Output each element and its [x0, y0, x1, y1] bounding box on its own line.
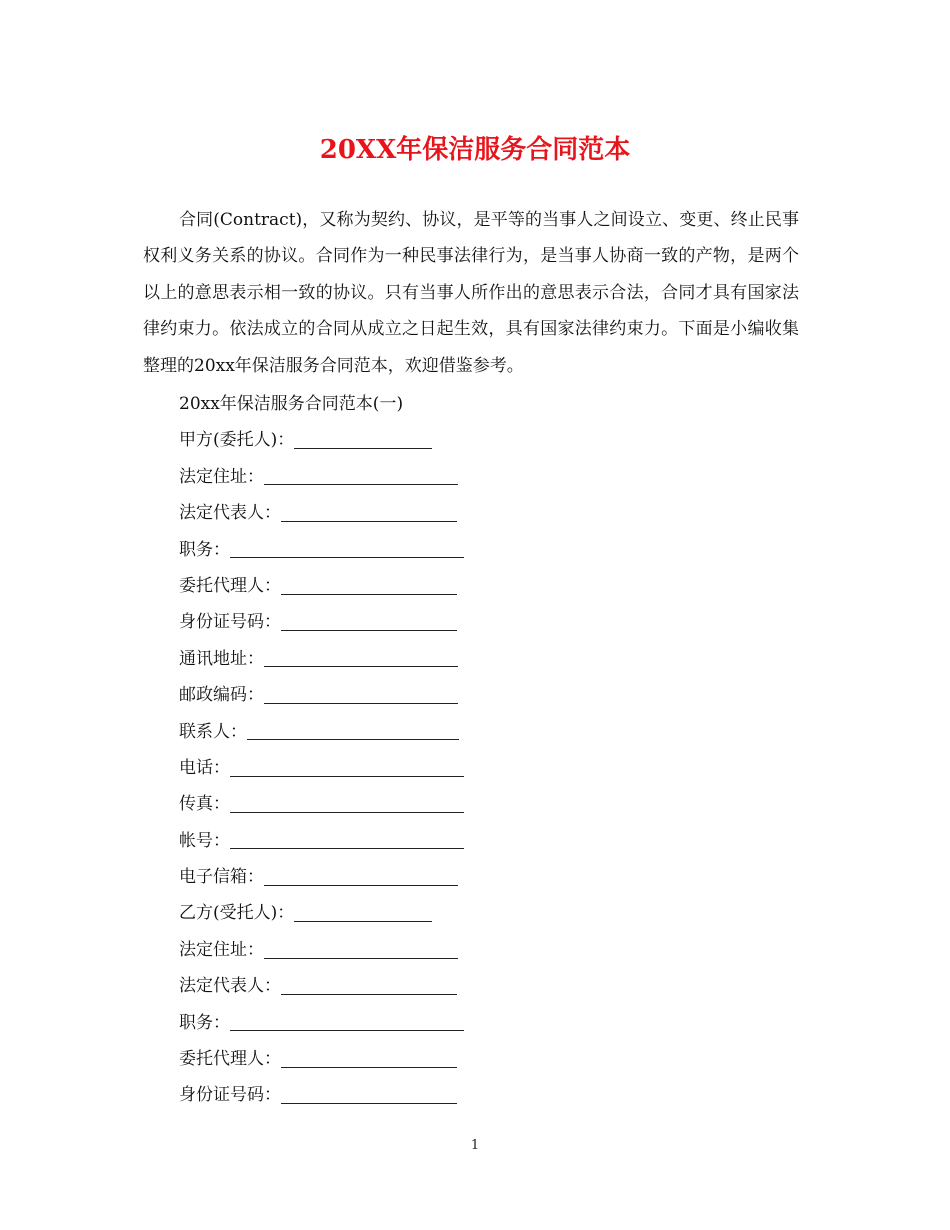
- form-field: [179, 750, 464, 786]
- field-label: 委托代理人：: [179, 1049, 281, 1070]
- form-field: [179, 459, 464, 495]
- form-field: [179, 823, 464, 859]
- field-label: 身份证号码：: [179, 612, 281, 633]
- field-label: 乙方(受托人)：: [179, 903, 295, 924]
- form-field: [179, 568, 464, 604]
- field-label: 帐号：: [179, 830, 230, 851]
- field-label: 通讯地址：: [179, 648, 264, 669]
- field-blank-line[interactable]: [281, 1053, 457, 1068]
- field-label: 邮政编码：: [179, 685, 264, 706]
- field-label: 电话：: [179, 757, 230, 778]
- section-title: [179, 386, 464, 422]
- section-title-text: 20xx年保洁服务合同范本(一): [179, 394, 404, 414]
- field-label: 甲方(委托人)：: [179, 430, 295, 451]
- form-field: [179, 1041, 464, 1077]
- page-title: 20XX年保洁服务合同范本: [319, 135, 631, 165]
- form-field: [179, 1005, 464, 1041]
- field-label: 职务：: [179, 1012, 230, 1033]
- field-label: 委托代理人：: [179, 575, 281, 596]
- field-blank-line[interactable]: [281, 980, 457, 995]
- form-field: [179, 641, 464, 677]
- form-field: [179, 786, 464, 822]
- field-blank-line[interactable]: [281, 616, 457, 631]
- field-blank-line[interactable]: [264, 652, 458, 667]
- field-label: 联系人：: [179, 721, 247, 742]
- field-label: 法定住址：: [179, 939, 264, 960]
- field-blank-line[interactable]: [264, 871, 458, 886]
- form-field: [179, 495, 464, 531]
- field-label: 职务：: [179, 539, 230, 560]
- form-field: [179, 604, 464, 640]
- form-field: [179, 932, 464, 968]
- field-blank-line[interactable]: [264, 944, 458, 959]
- field-blank-line[interactable]: [230, 798, 464, 813]
- field-blank-line[interactable]: [294, 434, 432, 449]
- field-label: 法定住址：: [179, 466, 264, 487]
- field-blank-line[interactable]: [281, 1089, 457, 1104]
- page-number: 1: [470, 1138, 480, 1153]
- field-blank-line[interactable]: [264, 470, 458, 485]
- intro-paragraph: 合同(Contract)，又称为契约、协议，是平等的当事人之间设立、变更、终止民事权利义务关系的协议。合同作为一种民事法律行为，是当事人协商一致的产物，是两个以上的意思表示相一致的协议。只有当事人所作出的意思表示合法，合同才具有国家法律约束力。依法成立的合同从成立之日起生效，具有国家法律约束力。下面是小编收集整理的20xx年保洁服务合同范本，欢迎借鉴参考。: [143, 210, 799, 376]
- field-blank-line[interactable]: [230, 834, 464, 849]
- field-label: 传真：: [179, 794, 230, 815]
- field-label: 电子信箱：: [179, 867, 264, 888]
- field-blank-line[interactable]: [294, 907, 432, 922]
- form-field: [179, 895, 464, 931]
- field-blank-line[interactable]: [247, 725, 459, 740]
- field-blank-line[interactable]: [230, 543, 464, 558]
- form-field: [179, 714, 464, 750]
- form-field: [179, 968, 464, 1004]
- form-field: [179, 859, 464, 895]
- field-blank-line[interactable]: [230, 762, 464, 777]
- field-blank-line[interactable]: [264, 689, 458, 704]
- field-blank-line[interactable]: [230, 1016, 464, 1031]
- field-list: [179, 422, 464, 1113]
- form-field: [179, 1077, 464, 1113]
- field-blank-line[interactable]: [281, 580, 457, 595]
- form-field: [179, 677, 464, 713]
- form-field: [179, 422, 464, 458]
- form-field: [179, 532, 464, 568]
- field-label: 法定代表人：: [179, 503, 281, 524]
- contract-form: [179, 386, 464, 1114]
- field-blank-line[interactable]: [281, 507, 457, 522]
- field-label: 身份证号码：: [179, 1085, 281, 1106]
- field-label: 法定代表人：: [179, 976, 281, 997]
